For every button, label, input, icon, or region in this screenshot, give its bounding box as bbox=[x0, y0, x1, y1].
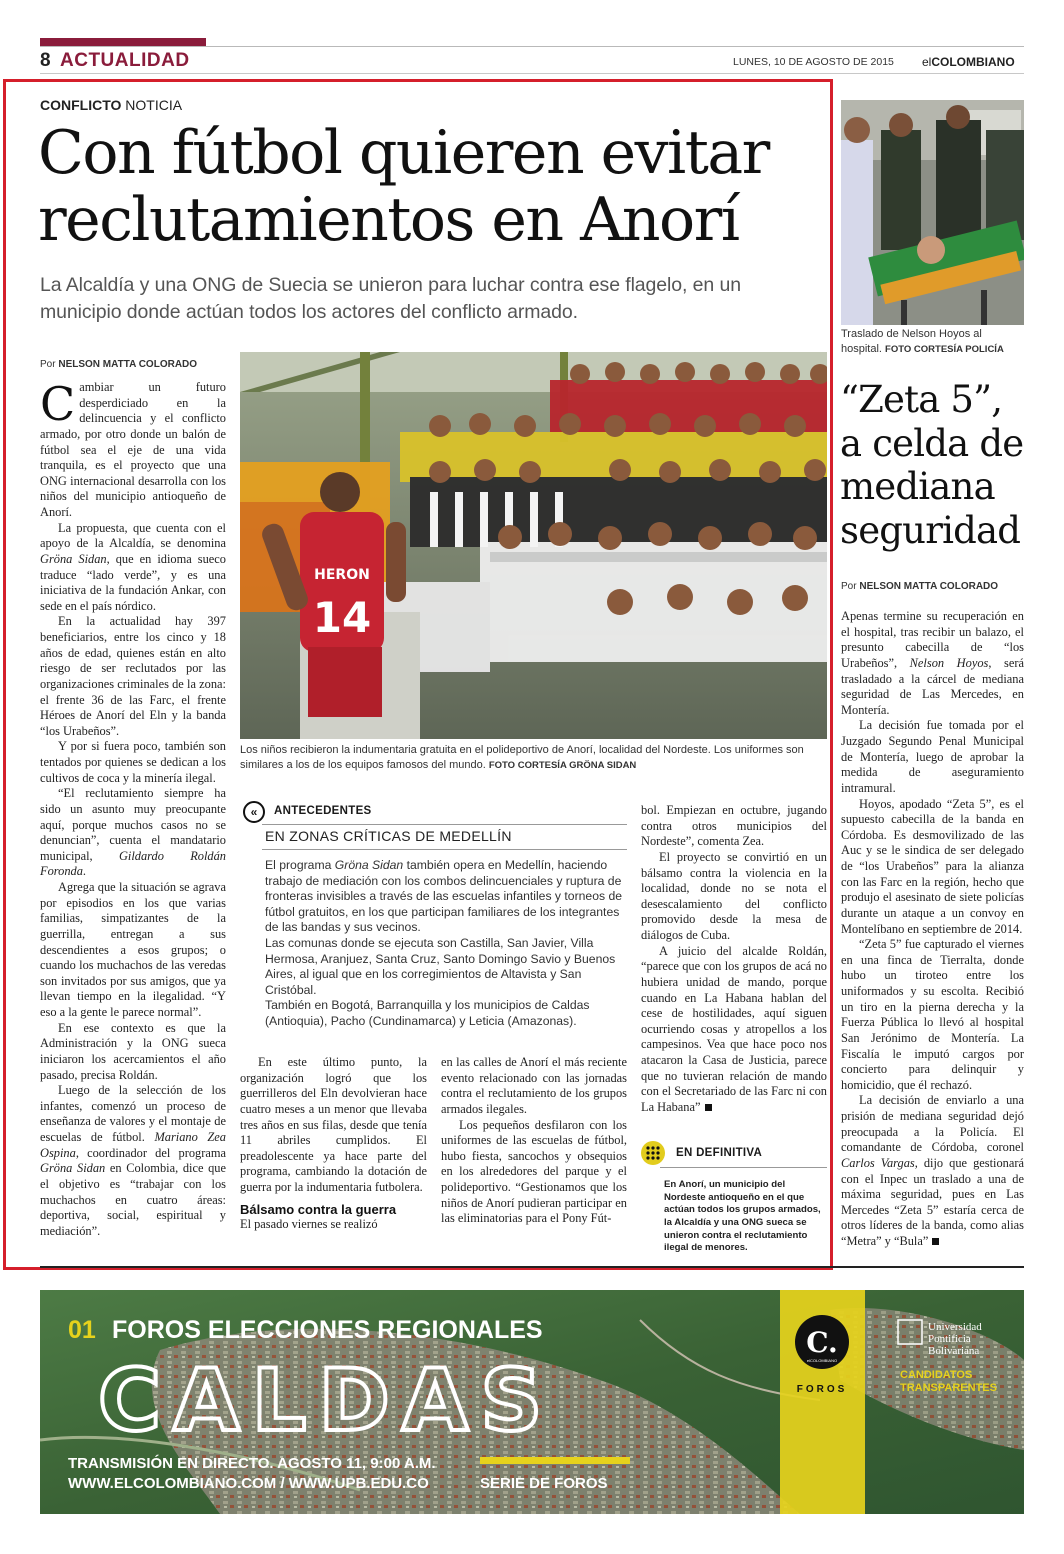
text-run: , será trasladado a la cárcel de mediana seguridad de Las Mercedes, en Montería. bbox=[841, 655, 1024, 717]
italic-run: Gröna Sidan bbox=[40, 551, 107, 566]
paragraph bbox=[40, 786, 226, 880]
paragraph-text: ambiar un futuro desperdiciado en la delincuencia y el conflicto armado, por otro donde un balón de fútbol sea el eje de una vida tranquila, es el proyecto que una ONG internacional desarrolla con los niños del municipio antioqueño de Anorí. bbox=[40, 380, 226, 519]
antecedentes-rule bbox=[262, 849, 627, 850]
ad-university-2: Pontificia bbox=[928, 1333, 971, 1345]
header-divider bbox=[40, 46, 1024, 47]
sidebar-headline: “Zeta 5”, a celda de mediana seguridad bbox=[840, 378, 1024, 552]
section-color-bar bbox=[40, 38, 206, 46]
jersey-name: HERON bbox=[314, 567, 370, 583]
paragraph bbox=[841, 609, 1024, 718]
antecedentes-label: ANTECEDENTES bbox=[274, 805, 372, 817]
article-kicker bbox=[40, 97, 182, 113]
article-headline: Con fútbol quieren evitar reclutamientos en Anorí bbox=[38, 118, 769, 256]
page-bottom-rule bbox=[40, 1266, 1024, 1268]
caption-text: Los niños recibieron la indumentaria gratuita en el polideportivo de Anorí, localidad del Nordeste. Los uniformes son similares a los de los equipos famosos del mundo. bbox=[240, 744, 804, 771]
ad-serie: SERIE DE FOROS bbox=[480, 1475, 608, 1492]
text-run: , coordinador del programa bbox=[75, 1145, 226, 1160]
drop-cap: C bbox=[40, 377, 76, 431]
article-photo bbox=[240, 352, 827, 739]
antecedentes-body bbox=[265, 858, 625, 1030]
text-run: , que en idioma sueco traduce “lado verde”, y es una iniciativa de la fundación Ankar, con sede en el país nórdico. bbox=[40, 551, 226, 613]
definitiva-label: EN DEFINITIVA bbox=[676, 1147, 763, 1159]
end-of-article-mark bbox=[705, 1104, 712, 1111]
italic-run: Gröna Sidan bbox=[40, 1161, 106, 1176]
italic-run: Mariano Zea Ospina bbox=[40, 1130, 226, 1160]
paragraph bbox=[40, 377, 226, 521]
text-run: El programa bbox=[265, 858, 335, 872]
ad-university-3: Bolivariana bbox=[928, 1345, 980, 1357]
forum-advertisement bbox=[40, 1290, 1024, 1514]
jersey-number: 14 bbox=[312, 593, 372, 642]
ad-big-word: CALDAS bbox=[98, 1351, 555, 1451]
sidebar-photo-caption bbox=[841, 327, 1024, 357]
hospital-transfer-photo bbox=[841, 100, 1024, 325]
paragraph bbox=[40, 1083, 226, 1239]
ad-number: 01 bbox=[68, 1316, 96, 1344]
paragraph bbox=[841, 1093, 1024, 1249]
header-rule bbox=[40, 73, 1024, 74]
photo-caption bbox=[240, 743, 827, 773]
paragraph: El pasado viernes se realizó bbox=[240, 1216, 378, 1231]
photo-credit: FOTO CORTESÍA POLICÍA bbox=[885, 343, 1004, 355]
paragraph: Hoyos, apodado “Zeta 5”, es el supuesto cabecilla de la banda en Córdoba. Es desmovilizado de las Auc y se le sindica de ser delegado de “los Urabeños” para la alianza con las Farc en la región, hecho que produjo el asesinato de siete policías durante un ataque a un convoy en Montelíbano en septiembre de 2014. bbox=[841, 796, 1024, 936]
ad-urls: WWW.ELCOLOMBIANO.COM / WWW.UPB.EDU.CO bbox=[68, 1475, 429, 1492]
ad-logo-letter: C. bbox=[806, 1326, 838, 1359]
edition-date: LUNES, 10 DE AGOSTO DE 2015 bbox=[733, 56, 894, 68]
text-run: . bbox=[82, 864, 87, 879]
kicker-category: CONFLICTO bbox=[40, 97, 122, 113]
ad-dots-bar bbox=[480, 1457, 630, 1464]
paragraph: Y por si fuera poco, también son tentados por quienes se dedican a los cultivos de coca y la minería ilegal. bbox=[40, 739, 226, 785]
ad-candidates-1: CANDIDATOS bbox=[900, 1369, 973, 1381]
text-run: La decisión de enviarlo a una prisión de mediana seguridad dejó preocupada a la Policía. El comandante de Córdoba, coronel bbox=[841, 1093, 1024, 1155]
ad-foros: FOROS bbox=[796, 1384, 848, 1395]
paragraph bbox=[641, 944, 827, 1116]
children-uniforms-photo bbox=[240, 352, 827, 739]
ad-broadcast: TRANSMISIÓN EN DIRECTO. AGOSTO 11, 9:00 A.M. bbox=[68, 1455, 436, 1472]
article-column-4 bbox=[641, 803, 827, 1116]
brand-name: COLOMBIANO bbox=[931, 55, 1015, 69]
italic-run: Gildardo Roldán Foronda bbox=[40, 848, 226, 879]
double-chevron-left-icon: « bbox=[243, 801, 265, 823]
text-run: “El reclutamiento siempre ha sido un asunto muy preocupante aquí, porque muchos casos no se denuncian”, cuenta el mandatario municipal, bbox=[40, 786, 226, 863]
byline-prefix: Por bbox=[40, 359, 56, 370]
section-title: ACTUALIDAD bbox=[60, 50, 190, 71]
paragraph: en las calles de Anorí el más reciente evento relacionado con las jornadas contra el reclutamiento de los grupos armados ilegales. bbox=[441, 1055, 627, 1116]
text-run: La propuesta, que cuenta con el apoyo de la Alcaldía, se denomina bbox=[40, 520, 226, 551]
paragraph: Las comunas donde se ejecuta son Castilla, San Javier, Villa Hermosa, Aranjuez, Santa Cruz, Santo Domingo Savio y Buenos Aires, al igual que en los corregimientos de Altavista y San Cristóbal. bbox=[265, 936, 616, 997]
antecedentes-rule bbox=[262, 824, 627, 825]
kicker-type: NOTICIA bbox=[125, 97, 183, 113]
ad-series-title: FOROS ELECCIONES REGIONALES bbox=[112, 1316, 543, 1344]
paragraph: También en Bogotá, Barranquilla y los municipios de Caldas (Antioquia), Pacho (Cundinamarca) y Leticia (Amazonas). bbox=[265, 998, 590, 1029]
paragraph bbox=[40, 521, 226, 615]
article-byline bbox=[40, 359, 197, 370]
paragraph: Agrega que la situación se agrava por episodios en los que varias familias, simpatizantes de la guerrilla, entregan a sus descendientes a esos grupos; o cuando los muchachos de las veredas son invitados por sus amigos, que ya llevan tiempo en la ilegalidad. “Y eso a la gente le parece normal”. bbox=[40, 880, 226, 1019]
italic-run: Carlos Vargas bbox=[841, 1155, 915, 1170]
article-column-2 bbox=[240, 1055, 427, 1232]
byline-prefix: Por bbox=[841, 581, 857, 592]
dots-grid-icon bbox=[641, 1141, 665, 1165]
ad-university-1: Universidad bbox=[928, 1321, 982, 1333]
text-run: Luego de la selección de los infantes, comenzó un proceso de enseñanza de valores y el montaje de escuelas de fútbol. bbox=[40, 1083, 226, 1144]
article-column-3 bbox=[441, 1055, 627, 1227]
article-deck: La Alcaldía y una ONG de Suecia se unieron para luchar contra ese flagelo, en un municipio donde actúan todos los actores del conflicto armado. bbox=[40, 274, 741, 324]
ad-banner bbox=[40, 1290, 1024, 1514]
paragraph: En este último punto, la organización logró que los guerrilleros del Eln devolvieran hace cuatro meses a un menor que llevaba tres años en sus filas, desde que tenía 11 abriles cumplidos. El preadolescente ya hace parte del programa, cambiando la dotación de guerra por la indumentaria futbolera. bbox=[240, 1055, 427, 1194]
italic-run: Gröna Sidan bbox=[334, 858, 404, 872]
text-run: en Colombia, dice que el objetivo es “trabajar con los muchachos en cuatro áreas: deportiva, social, espiritual y mediación”. bbox=[40, 1161, 226, 1238]
definitiva-rule bbox=[660, 1167, 827, 1168]
paragraph-text: A juicio del alcalde Roldán, “parece que con los grupos de acá no hubiera unidad de mando, porque cuando en La Habana hablan del cese de hostilidades, aquí siguen ocurriendo cosas y atropellos a los campesinos. Vea que hace poco nos atacaron la Casa de Justicia, parece que no tuvieran relación de mando con el Secretariado de las Farc ni con La Habana” bbox=[641, 943, 827, 1114]
sidebar-photo bbox=[841, 100, 1024, 325]
italic-run: Nelson Hoyos bbox=[909, 655, 989, 670]
text-run: también opera en Medellín, haciendo trabajo de mediación con los combos delincuenciales y ruptura de fronteras invisibles a través de las escuelas infantiles y torneos de fútbol gratuitos, en los que participan familiares de los integrantes de las bandas y sus vecinos. bbox=[265, 858, 623, 935]
article-column-1 bbox=[40, 377, 226, 1239]
paragraph: Los pequeños desfilaron con los uniformes de las escuelas de fútbol, hubo fiesta, sancochos y obsequios en los alrededores del parque y el polideportivo. “Gestionamos que los niños de Anorí pudieran participar en las eliminatorias para el Pony Fút- bbox=[441, 1117, 627, 1226]
paragraph: bol. Empiezan en octubre, jugando contra otros municipios del Nordeste”, comenta Zea. bbox=[641, 803, 827, 849]
sidebar-column bbox=[841, 609, 1024, 1250]
text-run: , dijo que gestionará con el Inpec un traslado a una de máxima seguridad, pues en Las Mercedes “Zeta 5” estaría cerca de otros líderes de la banda, como alias “Metra” y “Bula” bbox=[841, 1155, 1024, 1248]
antecedentes-title: EN ZONAS CRÍTICAS DE MEDELLÍN bbox=[265, 828, 512, 844]
page-number: 8 bbox=[40, 50, 51, 71]
article-subhead: Bálsamo contra la guerra bbox=[240, 1201, 397, 1217]
byline-author: NELSON MATTA COLORADO bbox=[859, 581, 999, 592]
paragraph: En ese contexto es que la Administración y la ONG sueca iniciaron los acercamientos el año pasado, precisa Roldán. bbox=[40, 1020, 226, 1082]
definitiva-body: En Anorí, un municipio del Nordeste antioqueño en el que actúan todos los grupos armados, la Alcaldía y una ONG sueca se unieron contra el reclutamiento ilegal de menores. bbox=[664, 1179, 821, 1254]
paragraph: En la actualidad hay 397 beneficiarios, entre los cinco y 18 años de edad, quienes están en alto riesgo de ser reclutados por las organizaciones criminales de la zona: el frente 36 de las Farc, el frente Héroes de Anorí del Eln y la banda “los Urabeños”. bbox=[40, 614, 226, 738]
ad-candidates-2: TRANSPARENTES bbox=[900, 1382, 997, 1394]
sidebar-byline bbox=[841, 581, 998, 592]
paragraph bbox=[265, 858, 625, 936]
byline-author: NELSON MATTA COLORADO bbox=[58, 359, 198, 370]
paragraph: “Zeta 5” fue capturado el viernes en una finca de Tierralta, donde hubo un tiroteo entre los uniformados y su escolta. Recibió un tiro en la pierna derecha y la Fuerza Pública lo llevó al hospital San Jerónimo de Montería. La Fiscalía le imputó cargos por concierto para delinquir y homicidio, que él rechazó. bbox=[841, 937, 1024, 1092]
text-run: Apenas termine su recuperación en el hospital, tras recibir un balazo, el presunto cabecilla de “los Urabeños”, bbox=[841, 609, 1024, 670]
newspaper-brand bbox=[922, 55, 1015, 69]
caption-text: Traslado de Nelson Hoyos al hospital. bbox=[841, 328, 982, 355]
brand-prefix: el bbox=[922, 55, 932, 69]
paragraph: La decisión fue tomada por el Juzgado Segundo Penal Municipal de Montería, luego de aprobar la medida de aseguramiento intramural. bbox=[841, 718, 1024, 795]
paragraph: El proyecto se convirtió en un bálsamo contra la violencia en la localidad, donde no se nota el desescalamiento del conflicto promovido desde la mesa de diálogos de Cuba. bbox=[641, 849, 827, 942]
photo-credit: FOTO CORTESÍA GRÖNA SIDAN bbox=[488, 759, 637, 771]
end-of-article-mark bbox=[932, 1238, 939, 1245]
ad-logo-small: elCOLOMBIANO bbox=[806, 1358, 838, 1363]
